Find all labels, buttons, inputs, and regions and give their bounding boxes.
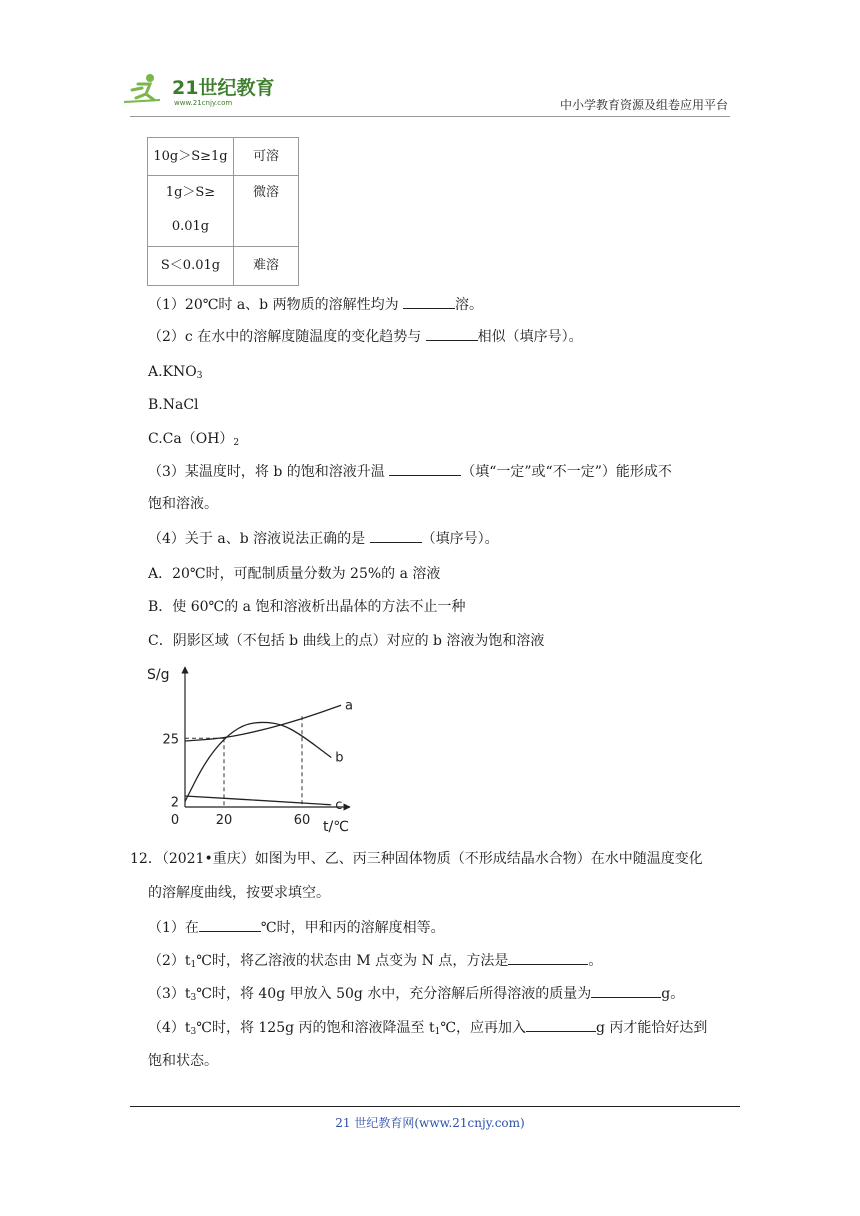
x-tick-label: 0 xyxy=(170,813,180,828)
text: g 丙才能恰好达到 xyxy=(596,1020,708,1036)
table-row xyxy=(148,138,299,176)
text: ℃时，将 125g 丙的饱和溶液降温至 t xyxy=(196,1020,435,1036)
answer-blank[interactable] xyxy=(591,983,661,998)
text: 。 xyxy=(588,953,603,969)
text: （1）在 xyxy=(148,920,199,936)
x-tick-label: 20 xyxy=(215,813,233,828)
answer-blank[interactable] xyxy=(403,294,455,309)
q11-part1 xyxy=(148,294,483,315)
text: ℃时，甲和丙的溶解度相等。 xyxy=(260,920,445,936)
site-logo xyxy=(120,70,300,110)
text: C.Ca（OH） xyxy=(148,431,234,447)
text: A.KNO xyxy=(148,364,197,380)
text: g。 xyxy=(661,986,685,1002)
answer-blank[interactable] xyxy=(508,950,588,965)
q11-part4-c: C．阴影区域（不包括 b 曲线上的点）对应的 b 溶液为饱和溶液 xyxy=(148,633,545,649)
range-cell: 10g＞S≥1g xyxy=(148,138,234,176)
y-axis-label: S/g xyxy=(147,667,170,683)
answer-blank[interactable] xyxy=(389,461,461,476)
curve-b xyxy=(185,722,331,801)
q11-option-a xyxy=(148,362,202,386)
series-label-c: c xyxy=(335,797,343,813)
platform-name: 中小学教育资源及组卷应用平台 xyxy=(559,98,728,112)
q11-part4-a: A．20℃时，可配制质量分数为 25%的 a 溶液 xyxy=(148,566,441,582)
header-divider xyxy=(130,116,730,117)
curve-c xyxy=(185,796,331,805)
q12-part4-cont: 饱和状态。 xyxy=(148,1053,218,1069)
y-tick-label: 2 xyxy=(170,795,179,811)
subscript: 3 xyxy=(190,993,197,1003)
q11-option-b: B.NaCl xyxy=(148,397,199,413)
series-label-a: a xyxy=(345,698,353,714)
answer-blank[interactable] xyxy=(370,528,422,543)
x-tick-label: 60 xyxy=(293,813,311,828)
q11-part3-cont: 饱和溶液。 xyxy=(148,496,218,512)
text: ℃时，将 40g 甲放入 50g 水中，充分溶解后所得溶液的质量为 xyxy=(196,986,592,1002)
answer-blank[interactable] xyxy=(426,326,478,341)
text: （3）t xyxy=(148,986,191,1002)
chart-curves xyxy=(185,705,344,805)
text: ℃，应再加入 xyxy=(440,1020,527,1036)
chart-axes xyxy=(185,667,350,807)
x-axis-label: t/℃ xyxy=(323,819,349,835)
answer-blank[interactable] xyxy=(526,1017,596,1032)
q11-part4-b: B．使 60℃的 a 饱和溶液析出晶体的方法不止一种 xyxy=(148,599,466,615)
chart-guides xyxy=(185,716,302,807)
y-tick-label: 25 xyxy=(162,732,179,748)
subscript: 1 xyxy=(434,1027,441,1037)
range-line-1: 1g＞S≥ xyxy=(165,185,216,200)
subscript: 2 xyxy=(233,438,240,448)
label-cell: 可溶 xyxy=(234,138,299,176)
q12-part4 xyxy=(148,1017,707,1042)
q12-intro-line1: 12．（2021•重庆）如图为甲、乙、丙三种固体物质（不形成结晶水合物）在水中随温度变化 xyxy=(130,851,703,867)
text: （填序号）。 xyxy=(421,531,499,547)
q11-part2 xyxy=(148,326,583,347)
text: （1）20℃时 a、b 两物质的溶解性均为 xyxy=(148,297,404,313)
text: （4）关于 a、b 溶液说法正确的是 xyxy=(148,531,370,547)
text: （2）t xyxy=(148,953,191,969)
q12-intro-line2: 的溶解度曲线，按要求填空。 xyxy=(148,885,330,901)
q12-part1 xyxy=(148,917,445,938)
series-label-b: b xyxy=(335,750,344,766)
answer-blank[interactable] xyxy=(199,917,261,932)
text: （2）c 在水中的溶解度随温度的变化趋势与 xyxy=(148,329,426,345)
curve-a xyxy=(185,705,341,741)
subscript: 3 xyxy=(196,371,203,381)
text: ℃时，将乙溶液的状态由 M 点变为 N 点，方法是 xyxy=(196,953,509,969)
subscript: 3 xyxy=(190,1027,197,1037)
text: 相似（填序号）。 xyxy=(477,329,583,345)
q11-part3 xyxy=(148,461,672,482)
label-cell: 微溶 xyxy=(234,176,299,247)
text: （3）某温度时，将 b 的饱和溶液升温 xyxy=(148,464,390,480)
text: （4）t xyxy=(148,1020,191,1036)
subscript: 1 xyxy=(190,960,197,970)
text: 溶。 xyxy=(455,297,484,313)
q12-part3 xyxy=(148,983,684,1008)
logo-text: 21世纪教育 xyxy=(172,77,275,99)
table-row xyxy=(148,176,299,247)
label-cell: 难溶 xyxy=(234,247,299,286)
footer-text: 21 世纪教育网(www.21cnjy.com) xyxy=(335,1116,525,1130)
range-cell xyxy=(148,176,234,247)
q11-part4 xyxy=(148,528,499,549)
page-header xyxy=(120,60,740,118)
footer-divider xyxy=(130,1106,740,1107)
range-cell: S＜0.01g xyxy=(148,247,234,286)
text: （填“一定”或“不一定”）能形成不 xyxy=(461,464,672,480)
q12-part2 xyxy=(148,950,602,975)
table-row xyxy=(148,247,299,286)
logo-sub: www.21cnjy.com xyxy=(174,99,233,107)
solubility-chart xyxy=(145,655,365,835)
range-line-2: 0.01g xyxy=(171,219,210,234)
solubility-table xyxy=(147,137,299,286)
q11-option-c xyxy=(148,429,239,453)
